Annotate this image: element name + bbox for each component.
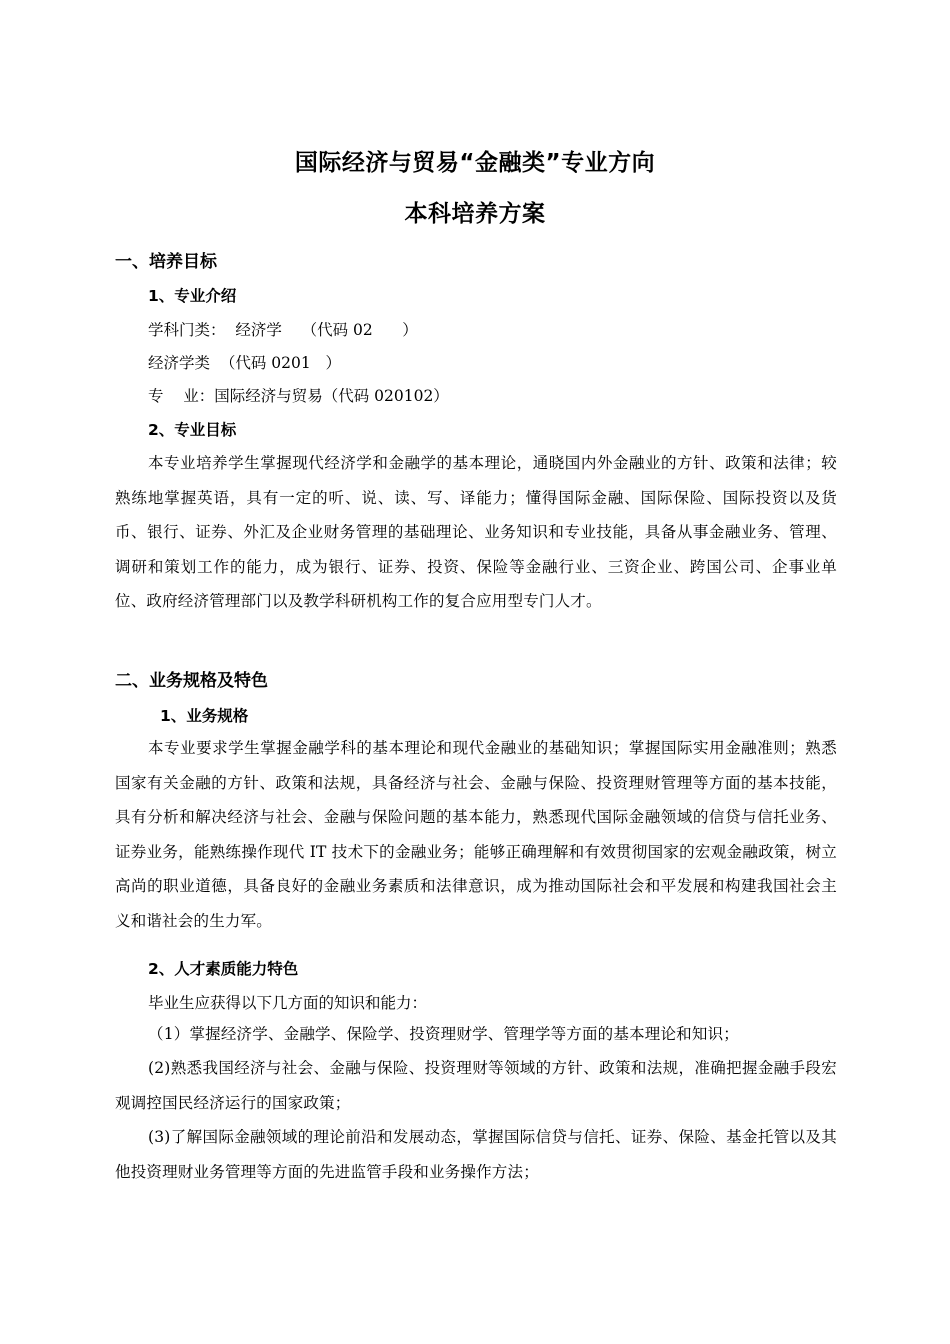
ability-item-3: (3)了解国际金融领域的理论前沿和发展动态，掌握国际信贷与信托、证券、保险、基金托管以及其他投资理财业务管理等方面的先进监管手段和业务操作方法；: [115, 1128, 837, 1181]
major-line: 专 业：国际经济与贸易（代码 020102）: [148, 387, 449, 405]
section2-sub2-intro: 毕业生应获得以下几方面的知识和能力：: [148, 994, 428, 1012]
section1-sub2-heading: 2、专业目标: [148, 421, 237, 439]
section1-sub2-body: 本专业培养学生掌握现代经济学和金融学的基本理论，通晓国内外金融业的方针、政策和法律；较熟练地掌握英语，具有一定的听、说、读、写、译能力；懂得国际金融、国际保险、国际投资以及货币、银行、证券、外汇及企业财务管理的基础理论、业务知识和专业技能，具备从事金融业务、管理、调研和策划工作的能力，成为银行、证券、投资、保险等金融行业、三资企业、跨国公司、企事业单位、政府经济管理部门以及教学科研机构工作的复合应用型专门人才。: [115, 454, 837, 610]
section2-sub1-heading: 1、业务规格: [160, 707, 249, 725]
ability-item-2: (2)熟悉我国经济与社会、金融与保险、投资理财等领域的方针、政策和法规，准确把握金融手段宏观调控国民经济运行的国家政策；: [115, 1059, 837, 1112]
section1-heading: 一、培养目标: [115, 252, 217, 272]
section2-heading: 二、业务规格及特色: [115, 671, 268, 691]
section2-sub1-body: 本专业要求学生掌握金融学科的基本理论和现代金融业的基础知识；掌握国际实用金融准则；熟悉国家有关金融的方针、政策和法规，具备经济与社会、金融与保险、投资理财管理等方面的基本技能，具有分析和解决经济与社会、金融与保险问题的基本能力，熟悉现代国际金融领域的信贷与信托业务、证券业务，能熟练操作现代 IT 技术下的金融业务；能够正确理解和有效贯彻国家的宏观金融政策，树立高尚的职业道德，具备良好的金融业务素质和法律意识，成为推动国际社会和平发展和构建我国社会主义和谐社会的生力军。: [115, 739, 837, 930]
ability-item-1: （1）掌握经济学、金融学、保险学、投资理财学、管理学等方面的基本理论和知识；: [148, 1025, 739, 1043]
section2-sub2-heading: 2、人才素质能力特色: [148, 960, 299, 978]
document-title-line1: 国际经济与贸易“金融类”专业方向: [294, 150, 656, 176]
discipline-line: 学科门类： 经济学 （代码 02 ）: [148, 321, 418, 339]
category-line: 经济学类 （代码 0201 ）: [148, 354, 342, 372]
document-title-line2: 本科培养方案: [404, 201, 546, 227]
section1-sub1-heading: 1、专业介绍: [148, 287, 237, 305]
